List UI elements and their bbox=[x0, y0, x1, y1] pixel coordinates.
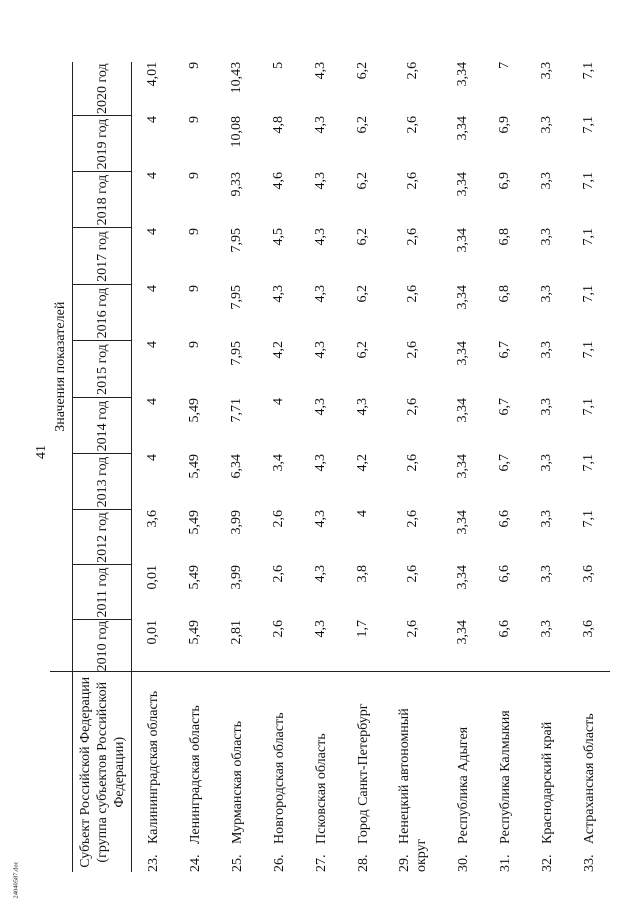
value-cell: 9 bbox=[187, 341, 202, 348]
header-group-row bbox=[50, 62, 73, 872]
value-cell: 3,34 bbox=[455, 61, 470, 87]
value-cell: 2,6 bbox=[405, 454, 420, 472]
row-number: 28. bbox=[355, 854, 371, 872]
value-cell: 4,8 bbox=[271, 116, 286, 134]
year-header: 2015 год bbox=[73, 341, 132, 398]
value-cell: 6,2 bbox=[355, 61, 370, 80]
value-cell: 7,1 bbox=[581, 116, 596, 134]
value-cell: 4 bbox=[145, 228, 160, 235]
value-cell: 4,3 bbox=[313, 510, 328, 528]
year-header: 2019 год bbox=[73, 116, 132, 172]
value-cell: 2,6 bbox=[405, 285, 420, 303]
page-number: 41 bbox=[34, 445, 49, 459]
value-cell: 5,49 bbox=[187, 454, 202, 479]
value-cell: 7,1 bbox=[581, 510, 596, 528]
table-row bbox=[526, 62, 568, 872]
table-row bbox=[216, 62, 258, 872]
subject-name: Ленинградская область bbox=[187, 705, 203, 844]
subject-name: Псковская область bbox=[313, 733, 329, 844]
year-header: 2017 год bbox=[73, 228, 132, 285]
value-cell: 4,3 bbox=[313, 398, 328, 416]
value-cell: 7,1 bbox=[581, 341, 596, 359]
value-cell: 4,3 bbox=[313, 341, 328, 359]
value-cell: 6,2 bbox=[355, 341, 370, 359]
year-header: 2018 год bbox=[73, 172, 132, 228]
value-cell: 4,3 bbox=[271, 285, 286, 303]
header-years-row bbox=[73, 62, 132, 872]
footer-document-ref: 24040587.doc bbox=[12, 861, 20, 899]
value-cell: 3,6 bbox=[581, 565, 596, 583]
value-cell: 3,34 bbox=[455, 398, 470, 423]
value-cell: 3,3 bbox=[539, 565, 554, 583]
row-number: 31. bbox=[497, 854, 513, 872]
row-number: 30. bbox=[455, 854, 471, 872]
subject-name: Мурманская область bbox=[229, 720, 245, 844]
value-cell: 6,2 bbox=[355, 116, 370, 134]
value-cell: 4 bbox=[355, 510, 370, 517]
subject-cell bbox=[258, 672, 300, 872]
value-cell: 9 bbox=[187, 61, 202, 69]
value-cell: 6,9 bbox=[497, 116, 512, 134]
row-number: 32. bbox=[539, 854, 555, 872]
value-cell: 6,7 bbox=[497, 454, 512, 472]
value-cell: 4,3 bbox=[313, 565, 328, 583]
table-row bbox=[384, 62, 442, 872]
table-row bbox=[174, 62, 216, 872]
value-cell: 7,1 bbox=[581, 61, 596, 80]
value-cell: 4,3 bbox=[313, 116, 328, 134]
value-cell: 4 bbox=[145, 116, 160, 123]
value-cell: 7,95 bbox=[229, 341, 244, 366]
value-cell: 3,3 bbox=[539, 228, 554, 246]
value-cell: 3,34 bbox=[455, 172, 470, 197]
value-cell: 6,6 bbox=[497, 565, 512, 583]
value-cell: 3,34 bbox=[455, 565, 470, 590]
value-cell: 2,6 bbox=[405, 116, 420, 134]
value-cell: 2,6 bbox=[405, 228, 420, 246]
subject-cell bbox=[132, 672, 175, 872]
value-cell: 3,34 bbox=[455, 285, 470, 310]
value-cell: 7,1 bbox=[581, 285, 596, 303]
value-cell: 10,43 bbox=[229, 61, 244, 94]
value-cell: 3,3 bbox=[539, 61, 554, 80]
value-cell: 7 bbox=[497, 61, 512, 69]
value-cell: 4,01 bbox=[145, 61, 160, 87]
header-corner bbox=[50, 672, 73, 872]
year-header: 2014 год bbox=[73, 398, 132, 454]
value-cell: 6,8 bbox=[497, 285, 512, 303]
year-header: 2016 год bbox=[73, 285, 132, 341]
value-cell: 1,7 bbox=[355, 620, 370, 638]
table-body bbox=[132, 62, 611, 872]
value-cell: 6,9 bbox=[497, 172, 512, 190]
values-header: Значения показателей bbox=[50, 62, 73, 672]
value-cell: 3,6 bbox=[581, 620, 596, 638]
year-header: 2011 год bbox=[73, 565, 132, 620]
indicator-table bbox=[50, 62, 610, 872]
subject-cell bbox=[568, 672, 610, 872]
value-cell: 9 bbox=[187, 116, 202, 123]
value-cell: 3,3 bbox=[539, 116, 554, 134]
subject-cell bbox=[442, 672, 484, 872]
value-cell: 7,95 bbox=[229, 285, 244, 310]
value-cell: 2,6 bbox=[405, 172, 420, 190]
subject-name: Город Санкт-Петербург bbox=[355, 703, 371, 844]
value-cell: 4,3 bbox=[313, 172, 328, 190]
value-cell: 9 bbox=[187, 285, 202, 292]
year-header: 2013 год bbox=[73, 454, 132, 510]
value-cell: 3,3 bbox=[539, 454, 554, 472]
value-cell: 4,3 bbox=[313, 285, 328, 303]
value-cell: 6,7 bbox=[497, 398, 512, 416]
subject-name: Калининградская область bbox=[145, 690, 161, 844]
value-cell: 7,71 bbox=[229, 398, 244, 423]
value-cell: 3,3 bbox=[539, 620, 554, 638]
value-cell: 2,6 bbox=[405, 620, 420, 638]
value-cell: 3,34 bbox=[455, 620, 470, 645]
value-cell: 6,8 bbox=[497, 228, 512, 246]
subject-cell bbox=[216, 672, 258, 872]
value-cell: 2,6 bbox=[405, 510, 420, 528]
value-cell: 6,7 bbox=[497, 341, 512, 359]
subject-name: Астраханская область bbox=[581, 713, 597, 844]
value-cell: 0,01 bbox=[145, 620, 160, 645]
row-number: 23. bbox=[145, 854, 161, 872]
row-number: 29. bbox=[397, 854, 412, 872]
subject-cell bbox=[526, 672, 568, 872]
subject-cell bbox=[174, 672, 216, 872]
value-cell: 3,3 bbox=[539, 341, 554, 359]
value-cell: 6,6 bbox=[497, 510, 512, 528]
value-cell: 4 bbox=[145, 285, 160, 292]
value-cell: 4,2 bbox=[355, 454, 370, 472]
table-row bbox=[132, 62, 175, 872]
value-cell: 3,34 bbox=[455, 454, 470, 479]
value-cell: 2,6 bbox=[405, 565, 420, 583]
value-cell: 4,6 bbox=[271, 172, 286, 190]
subject-name: Краснодарский край bbox=[539, 721, 555, 844]
value-cell: 2,6 bbox=[271, 510, 286, 528]
value-cell: 7,95 bbox=[229, 228, 244, 253]
value-cell: 4 bbox=[145, 454, 160, 461]
value-cell: 3,3 bbox=[539, 510, 554, 528]
value-cell: 0,01 bbox=[145, 565, 160, 590]
value-cell: 3,4 bbox=[271, 454, 286, 472]
row-number: 27. bbox=[313, 854, 329, 872]
value-cell: 3,99 bbox=[229, 510, 244, 535]
value-cell: 9 bbox=[187, 228, 202, 235]
value-cell: 3,34 bbox=[455, 510, 470, 535]
value-cell: 3,34 bbox=[455, 228, 470, 253]
value-cell: 7,1 bbox=[581, 398, 596, 416]
value-cell: 4 bbox=[145, 172, 160, 179]
subject-name: Республика Калмыкия bbox=[497, 710, 513, 844]
value-cell: 3,8 bbox=[355, 565, 370, 583]
value-cell: 5 bbox=[271, 61, 286, 69]
value-cell: 4,3 bbox=[355, 398, 370, 416]
row-number: 33. bbox=[581, 854, 597, 872]
year-header: 2010 год bbox=[73, 620, 132, 672]
value-cell: 4 bbox=[145, 341, 160, 348]
value-cell: 4 bbox=[145, 398, 160, 405]
row-number: 24. bbox=[187, 854, 203, 872]
value-cell: 2,81 bbox=[229, 620, 244, 645]
table-row bbox=[442, 62, 484, 872]
value-cell: 7,1 bbox=[581, 172, 596, 190]
value-cell: 3,34 bbox=[455, 116, 470, 141]
value-cell: 4,3 bbox=[313, 620, 328, 638]
row-number: 26. bbox=[271, 854, 287, 872]
subject-name: Республика Адыгея bbox=[455, 726, 471, 844]
subject-name: Ненецкий автономный округ bbox=[397, 708, 429, 872]
value-cell: 3,6 bbox=[145, 510, 160, 528]
subject-cell bbox=[484, 672, 526, 872]
subject-cell bbox=[384, 672, 442, 872]
year-header: 2012 год bbox=[73, 510, 132, 565]
value-cell: 5,49 bbox=[187, 398, 202, 423]
value-cell: 7,1 bbox=[581, 228, 596, 246]
value-cell: 6,34 bbox=[229, 454, 244, 479]
subject-cell bbox=[342, 672, 384, 872]
table-row bbox=[484, 62, 526, 872]
year-header: 2020 год bbox=[73, 62, 132, 116]
value-cell: 5,49 bbox=[187, 510, 202, 535]
table-row bbox=[258, 62, 300, 872]
value-cell: 4 bbox=[271, 398, 286, 405]
value-cell: 3,99 bbox=[229, 565, 244, 590]
value-cell: 4,5 bbox=[271, 228, 286, 246]
table-row bbox=[568, 62, 610, 872]
subject-header: Субъект Российской Федерации (группа субъектов Российской Федерации) bbox=[73, 672, 132, 872]
value-cell: 6,2 bbox=[355, 228, 370, 246]
table-row bbox=[342, 62, 384, 872]
value-cell: 4,3 bbox=[313, 228, 328, 246]
value-cell: 2,6 bbox=[271, 565, 286, 583]
value-cell: 4,3 bbox=[313, 454, 328, 472]
value-cell: 3,3 bbox=[539, 398, 554, 416]
rotated-table-wrapper bbox=[50, 62, 606, 872]
value-cell: 6,2 bbox=[355, 172, 370, 190]
value-cell: 3,34 bbox=[455, 341, 470, 366]
value-cell: 6,6 bbox=[497, 620, 512, 638]
value-cell: 2,6 bbox=[405, 398, 420, 416]
value-cell: 2,6 bbox=[271, 620, 286, 638]
value-cell: 3,3 bbox=[539, 172, 554, 190]
value-cell: 7,1 bbox=[581, 454, 596, 472]
value-cell: 3,3 bbox=[539, 285, 554, 303]
subject-name: Новгородская область bbox=[271, 712, 287, 844]
value-cell: 9,33 bbox=[229, 172, 244, 197]
value-cell: 5,49 bbox=[187, 565, 202, 590]
value-cell: 2,6 bbox=[405, 61, 420, 80]
row-number: 25. bbox=[229, 854, 245, 872]
value-cell: 10,08 bbox=[229, 116, 244, 148]
table-row bbox=[300, 62, 342, 872]
value-cell: 9 bbox=[187, 172, 202, 179]
value-cell: 4,3 bbox=[313, 61, 328, 80]
value-cell: 5,49 bbox=[187, 620, 202, 645]
value-cell: 6,2 bbox=[355, 285, 370, 303]
value-cell: 2,6 bbox=[405, 341, 420, 359]
subject-cell bbox=[300, 672, 342, 872]
value-cell: 4,2 bbox=[271, 341, 286, 359]
